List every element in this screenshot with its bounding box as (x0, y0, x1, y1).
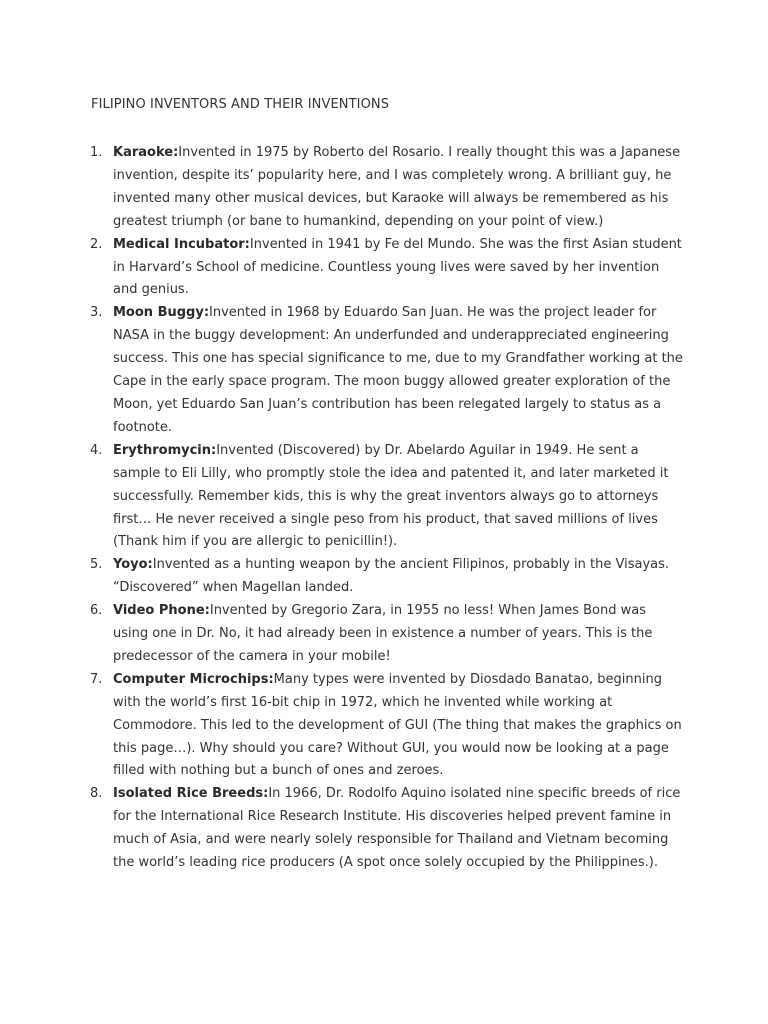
document-title: FILIPINO INVENTORS AND THEIR INVENTIONS (91, 97, 390, 112)
invention-description: Invented as a hunting weapon by the ancient Filipinos, probably in the Visayas. “Discovered” when Magellan landed. (113, 557, 670, 596)
list-item (0, 142, 683, 234)
list-item (0, 302, 683, 439)
list-item (0, 554, 683, 600)
list-item (0, 600, 683, 669)
invention-name: Erythromycin: (113, 442, 217, 458)
invention-name: Isolated Rice Breeds: (113, 786, 269, 802)
invention-name: Video Phone: (113, 603, 210, 619)
invention-name: Yoyo: (113, 557, 153, 573)
invention-description: Invented in 1975 by Roberto del Rosario. I really thought this was a Japanese invention, despite its’ popularity here, and I was completely wrong. A brilliant guy, he invented many other musical devices, but Karaoke will always be remembered as his greatest triumph (or bane to humankind, depending on your point of view.) (113, 145, 681, 229)
invention-name: Medical Incubator: (113, 236, 250, 252)
list-item-number: 3. (90, 305, 103, 321)
list-item-number: 5. (90, 557, 103, 573)
invention-description: Invented (Discovered) by Dr. Abelardo Aguilar in 1949. He sent a sample to Eli Lilly, who promptly stole the idea and patented it, and later marketed it successfully. Remember kids, this is why the great inventors always go to attorneys first… He never received a single peso from his product, that saved millions of lives (Thank him if you are allergic to penicillin!). (113, 442, 669, 550)
invention-name: Computer Microchips: (113, 671, 274, 687)
list-item-number: 8. (90, 786, 103, 802)
invention-description: Many types were invented by Diosdado Banatao, beginning with the world’s first 16-bit chip in 1972, which he invented while working at Commodore. This led to the development of GUI (The thing that makes the graphics on this page…). Why should you care? Without GUI, you would now be looking at a page filled with nothing but a bunch of ones and zeroes. (113, 671, 682, 779)
list-item-number: 6. (90, 603, 103, 619)
list-item (0, 669, 683, 784)
invention-description: Invented by Gregorio Zara, in 1955 no less! When James Bond was using one in Dr. No, it had already been in existence a number of years. This is the predecessor of the camera in your mobile! (113, 603, 653, 664)
inventor-list (0, 142, 768, 875)
list-item (0, 440, 683, 555)
invention-description: Invented in 1968 by Eduardo San Juan. He was the project leader for NASA in the buggy development: An underfunded and underappreciated engineering success. This one has special significance to me, due to my Grandfather working at the Cape in the early space program. The moon buggy allowed greater exploration of the Moon, yet Eduardo San Juan’s contribution has been relegated largely to status as a footnote. (113, 305, 683, 435)
list-item-number: 4. (90, 442, 103, 458)
list-item-number: 2. (90, 236, 103, 252)
list-item (0, 783, 683, 875)
list-item-number: 7. (90, 671, 103, 687)
invention-description: Invented in 1941 by Fe del Mundo. She was the first Asian student in Harvard’s School of medicine. Countless young lives were saved by her invention and genius. (113, 236, 682, 298)
list-item-number: 1. (90, 145, 103, 160)
invention-description: In 1966, Dr. Rodolfo Aquino isolated nine specific breeds of rice for the International Rice Research Institute. His discoveries helped prevent famine in much of Asia, and were nearly solely responsible for Thailand and Vietnam becoming the world’s leading rice producers (A spot once solely occupied by the Philippines.). (113, 786, 681, 871)
list-item (0, 234, 683, 303)
invention-name: Karaoke: (113, 145, 179, 160)
invention-name: Moon Buggy: (113, 305, 210, 321)
